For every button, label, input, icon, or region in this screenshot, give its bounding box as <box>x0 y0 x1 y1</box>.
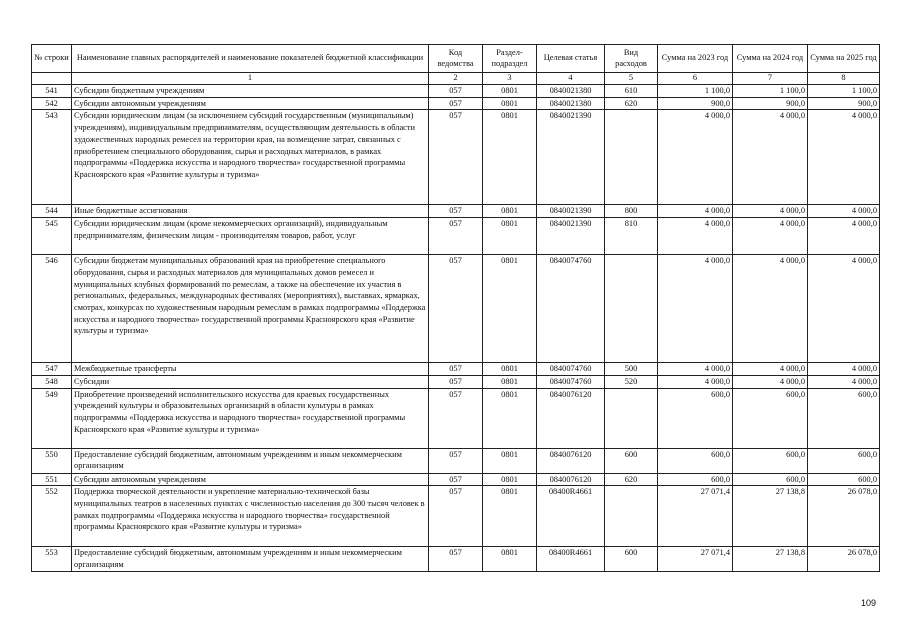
row-number: 542 <box>32 97 72 110</box>
section-code: 0801 <box>483 363 537 376</box>
expense-type: 610 <box>605 85 658 98</box>
sum-2024: 900,0 <box>733 97 808 110</box>
table-row <box>32 110 880 205</box>
sum-2023: 4 000,0 <box>658 205 733 218</box>
column-number-row <box>32 73 880 85</box>
row-number: 541 <box>32 85 72 98</box>
sum-2024: 4 000,0 <box>733 363 808 376</box>
table-row <box>32 218 880 255</box>
section-code: 0801 <box>483 547 537 571</box>
sum-2023: 900,0 <box>658 97 733 110</box>
section-code: 0801 <box>483 473 537 486</box>
header-row <box>32 45 880 73</box>
row-name: Субсидии бюджетам муниципальных образований края на приобретение специального оборудования, сырья и расходных материалов для муниципальных домов ремесел и муниципальных клубных формирований по ремеслам, а также на обеспечение их участия в региональных, федеральных, международных фестивалях (мероприятиях), выставках, ярмарках, смотрах, конкурсах по художественным народным ремеслам в рамках подпрограммы «Поддержка искусства и народного творчества» государственной программы Красноярского края «Развитие культуры и туризма» <box>72 255 429 363</box>
sum-2023: 4 000,0 <box>658 218 733 255</box>
expense-type: 800 <box>605 205 658 218</box>
sum-2023: 4 000,0 <box>658 255 733 363</box>
row-number: 551 <box>32 473 72 486</box>
sum-2023: 1 100,0 <box>658 85 733 98</box>
department-code: 057 <box>429 388 483 448</box>
sum-2023: 600,0 <box>658 388 733 448</box>
target-article: 0840021380 <box>537 97 605 110</box>
sum-2024: 27 138,8 <box>733 486 808 547</box>
row-number: 549 <box>32 388 72 448</box>
expense-type: 620 <box>605 97 658 110</box>
sum-2025: 4 000,0 <box>808 363 880 376</box>
sum-2023: 600,0 <box>658 473 733 486</box>
column-number: 6 <box>658 73 733 85</box>
department-code: 057 <box>429 97 483 110</box>
sum-2023: 4 000,0 <box>658 110 733 205</box>
target-article: 0840076120 <box>537 388 605 448</box>
sum-2023: 27 071,4 <box>658 547 733 571</box>
target-article: 0840074760 <box>537 363 605 376</box>
row-number: 548 <box>32 375 72 388</box>
sum-2025: 600,0 <box>808 388 880 448</box>
section-code: 0801 <box>483 388 537 448</box>
sum-2023: 4 000,0 <box>658 375 733 388</box>
header-name: Наименование главных распорядителей и наименование показателей бюджетной классификации <box>72 45 429 73</box>
page-number: 109 <box>860 598 876 608</box>
row-number: 553 <box>32 547 72 571</box>
sum-2024: 1 100,0 <box>733 85 808 98</box>
department-code: 057 <box>429 218 483 255</box>
sum-2024: 600,0 <box>733 473 808 486</box>
row-number: 550 <box>32 448 72 473</box>
sum-2023: 600,0 <box>658 448 733 473</box>
target-article: 0840074760 <box>537 255 605 363</box>
section-code: 0801 <box>483 218 537 255</box>
header-department-code: Код ведомства <box>429 45 483 73</box>
header-target-article: Целевая статья <box>537 45 605 73</box>
table-row <box>32 85 880 98</box>
expense-type: 600 <box>605 448 658 473</box>
table-row <box>32 375 880 388</box>
sum-2024: 4 000,0 <box>733 205 808 218</box>
expense-type: 520 <box>605 375 658 388</box>
department-code: 057 <box>429 85 483 98</box>
column-number: 5 <box>605 73 658 85</box>
table-row <box>32 448 880 473</box>
department-code: 057 <box>429 486 483 547</box>
table-row <box>32 363 880 376</box>
section-code: 0801 <box>483 255 537 363</box>
expense-type: 620 <box>605 473 658 486</box>
expense-type <box>605 486 658 547</box>
header-sum-2023: Сумма на 2023 год <box>658 45 733 73</box>
department-code: 057 <box>429 375 483 388</box>
target-article: 0840021390 <box>537 218 605 255</box>
column-number: 3 <box>483 73 537 85</box>
target-article: 0840021390 <box>537 205 605 218</box>
header-sum-2024: Сумма на 2024 год <box>733 45 808 73</box>
budget-table <box>31 44 880 572</box>
column-number: 7 <box>733 73 808 85</box>
sum-2024: 600,0 <box>733 388 808 448</box>
department-code: 057 <box>429 473 483 486</box>
column-number: 4 <box>537 73 605 85</box>
row-name: Предоставление субсидий бюджетным, автономным учреждениям и иным некоммерческим организациям <box>72 547 429 571</box>
row-name: Субсидии <box>72 375 429 388</box>
row-name: Субсидии автономным учреждениям <box>72 97 429 110</box>
header-expense-type: Вид расходов <box>605 45 658 73</box>
expense-type <box>605 110 658 205</box>
row-name: Субсидии автономным учреждениям <box>72 473 429 486</box>
target-article: 0840076120 <box>537 473 605 486</box>
sum-2025: 4 000,0 <box>808 205 880 218</box>
row-name: Иные бюджетные ассигнования <box>72 205 429 218</box>
target-article: 08400R4661 <box>537 547 605 571</box>
sum-2025: 600,0 <box>808 473 880 486</box>
row-number: 546 <box>32 255 72 363</box>
sum-2024: 4 000,0 <box>733 218 808 255</box>
table-row <box>32 97 880 110</box>
expense-type <box>605 388 658 448</box>
table-row <box>32 547 880 571</box>
department-code: 057 <box>429 205 483 218</box>
section-code: 0801 <box>483 205 537 218</box>
sum-2025: 600,0 <box>808 448 880 473</box>
sum-2025: 900,0 <box>808 97 880 110</box>
row-number: 552 <box>32 486 72 547</box>
target-article: 0840021380 <box>537 85 605 98</box>
sum-2025: 26 078,0 <box>808 547 880 571</box>
header-sum-2025: Сумма на 2025 год <box>808 45 880 73</box>
sum-2023: 27 071,4 <box>658 486 733 547</box>
section-code: 0801 <box>483 97 537 110</box>
row-name: Предоставление субсидий бюджетным, автономным учреждениям и иным некоммерческим организациям <box>72 448 429 473</box>
department-code: 057 <box>429 110 483 205</box>
sum-2025: 4 000,0 <box>808 110 880 205</box>
section-code: 0801 <box>483 448 537 473</box>
header-row-number: № строки <box>32 45 72 73</box>
department-code: 057 <box>429 255 483 363</box>
section-code: 0801 <box>483 375 537 388</box>
row-name: Поддержка творческой деятельности и укрепление материально-технической базы муниципальных театров в населенных пунктах с численностью населения до 300 тысяч человек в рамках подпрограммы «Поддержка искусства и народного творчества» государственной программы Красноярского края «Развитие культуры и туризма» <box>72 486 429 547</box>
target-article: 0840074760 <box>537 375 605 388</box>
department-code: 057 <box>429 363 483 376</box>
expense-type <box>605 255 658 363</box>
table-row <box>32 473 880 486</box>
row-name: Субсидии юридическим лицам (кроме некоммерческих организаций), индивидуальным предпринимателям, физическим лицам - производителям товаров, работ, услуг <box>72 218 429 255</box>
section-code: 0801 <box>483 486 537 547</box>
row-number: 543 <box>32 110 72 205</box>
table-row <box>32 255 880 363</box>
sum-2025: 4 000,0 <box>808 255 880 363</box>
column-number: 1 <box>72 73 429 85</box>
column-number: 8 <box>808 73 880 85</box>
section-code: 0801 <box>483 85 537 98</box>
column-number: 2 <box>429 73 483 85</box>
sum-2025: 4 000,0 <box>808 375 880 388</box>
row-number: 544 <box>32 205 72 218</box>
expense-type: 600 <box>605 547 658 571</box>
row-name: Приобретение произведений исполнительского искусства для краевых государственных учреждений культуры и образовательных организаций в области культуры в рамках подпрограммы «Поддержка искусства и народного творчества» государственной программы Красноярского края «Развитие культуры и туризма» <box>72 388 429 448</box>
target-article: 08400R4661 <box>537 486 605 547</box>
row-number: 545 <box>32 218 72 255</box>
table-row <box>32 205 880 218</box>
sum-2025: 1 100,0 <box>808 85 880 98</box>
sum-2024: 4 000,0 <box>733 110 808 205</box>
department-code: 057 <box>429 448 483 473</box>
row-name: Субсидии юридическим лицам (за исключением субсидий государственным (муниципальным) учреждениям), индивидуальным предпринимателям, осуществляющим деятельность в области художественных народных ремесел на территории края, на возмещение затрат, связанных с приобретением специального оборудования, сырья и расходных материалов, в рамках подпрограммы «Поддержка искусства и народного творчества» государственной программы Красноярского края «Развитие культуры и туризма» <box>72 110 429 205</box>
column-number <box>32 73 72 85</box>
table-row <box>32 486 880 547</box>
sum-2025: 4 000,0 <box>808 218 880 255</box>
section-code: 0801 <box>483 110 537 205</box>
header-section: Раздел-подраздел <box>483 45 537 73</box>
sum-2024: 27 138,8 <box>733 547 808 571</box>
expense-type: 810 <box>605 218 658 255</box>
sum-2025: 26 078,0 <box>808 486 880 547</box>
expense-type: 500 <box>605 363 658 376</box>
sum-2024: 600,0 <box>733 448 808 473</box>
row-name: Межбюджетные трансферты <box>72 363 429 376</box>
row-name: Субсидии бюджетным учреждениям <box>72 85 429 98</box>
sum-2023: 4 000,0 <box>658 363 733 376</box>
target-article: 0840076120 <box>537 448 605 473</box>
sum-2024: 4 000,0 <box>733 255 808 363</box>
sum-2024: 4 000,0 <box>733 375 808 388</box>
row-number: 547 <box>32 363 72 376</box>
target-article: 0840021390 <box>537 110 605 205</box>
department-code: 057 <box>429 547 483 571</box>
table-row <box>32 388 880 448</box>
